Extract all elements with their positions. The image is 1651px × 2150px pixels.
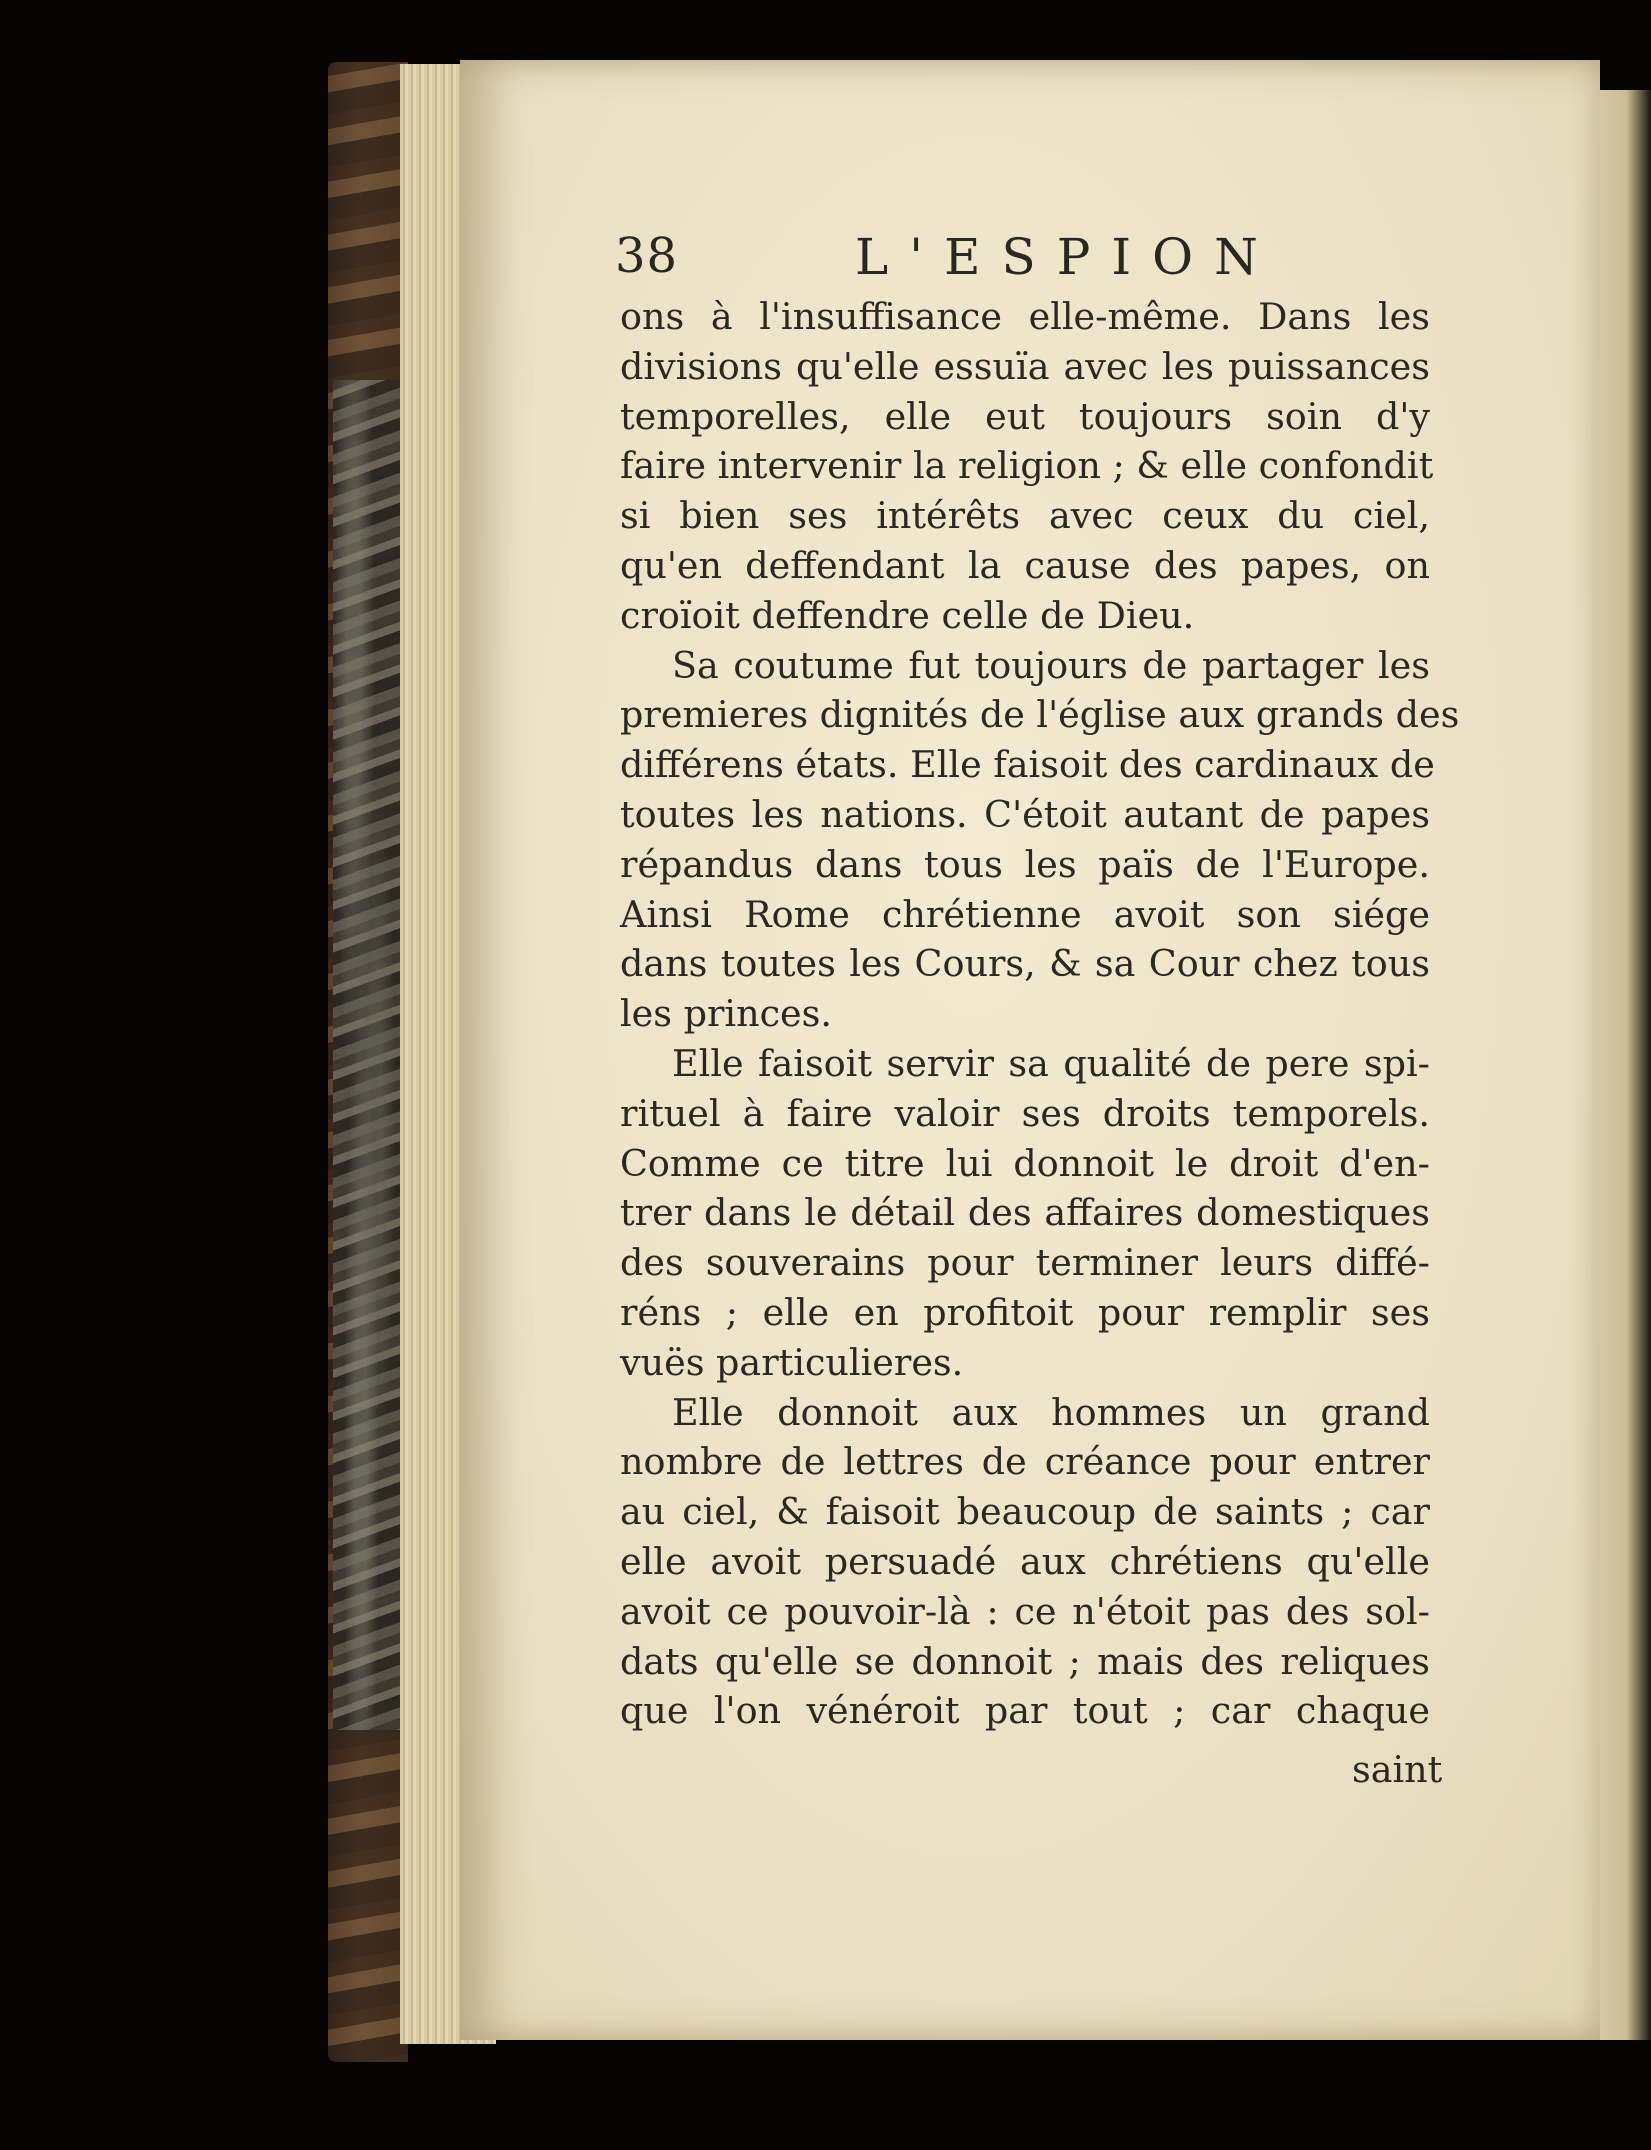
running-title: L'ESPION <box>855 228 1279 286</box>
text-line: nombre de lettres de créance pour entrer <box>620 1440 1430 1484</box>
text-line: répandus dans tous les païs de l'Europe. <box>620 842 1430 886</box>
body-text <box>620 292 1460 1736</box>
marbled-board <box>333 380 403 1730</box>
text-line: croïoit deffendre celle de Dieu. <box>620 593 1195 637</box>
text-line: Elle faisoit servir sa qualité de pere spi- <box>672 1041 1430 1085</box>
catchword: saint <box>1352 1748 1443 1791</box>
text-line: si bien ses intérêts avec ceux du ciel, <box>620 494 1430 538</box>
text-line: temporelles, elle eut toujours soin d'y <box>620 394 1430 438</box>
text-line: toutes les nations. C'étoit autant de papes <box>620 792 1430 836</box>
text-line: Sa coutume fut toujours de partager les <box>672 643 1430 687</box>
page-number: 38 <box>615 228 679 284</box>
text-line: différens états. Elle faisoit des cardinaux de <box>620 743 1435 787</box>
text-line: dats qu'elle se donnoit ; mais des reliques <box>620 1639 1430 1683</box>
text-line: faire intervenir la religion ; & elle confondit <box>620 444 1434 488</box>
text-line: divisions qu'elle essuïa avec les puissances <box>620 344 1430 388</box>
page-header <box>615 228 1335 288</box>
text-line: les princes. <box>620 992 832 1036</box>
text-line: qu'en deffendant la cause des papes, on <box>620 543 1430 587</box>
text-line: premieres dignités de l'église aux grands des <box>620 693 1460 737</box>
text-line: Elle donnoit aux hommes un grand <box>672 1390 1430 1434</box>
text-line: ons à l'insuffisance elle-même. Dans les <box>620 295 1430 338</box>
text-line: que l'on vénéroit par tout ; car chaque <box>620 1689 1430 1733</box>
text-line: Comme ce titre lui donnoit le droit d'en- <box>620 1141 1430 1185</box>
text-line: des souverains pour terminer leurs diffé- <box>620 1241 1430 1285</box>
text-line: Ainsi Rome chrétienne avoit son siége <box>620 892 1430 936</box>
text-line: au ciel, & faisoit beaucoup de saints ; car <box>620 1490 1430 1534</box>
text-line: dans toutes les Cours, & sa Cour chez tous <box>620 942 1430 986</box>
text-line: réns ; elle en profitoit pour remplir ses <box>620 1290 1430 1334</box>
text-line: avoit ce pouvoir-là : ce n'étoit pas des sol- <box>620 1589 1430 1633</box>
text-line: trer dans le détail des affaires domestiques <box>620 1191 1430 1235</box>
text-line: elle avoit persuadé aux chrétiens qu'elle <box>620 1539 1430 1583</box>
text-line: rituel à faire valoir ses droits temporels. <box>620 1091 1430 1135</box>
text-line: vuës particulieres. <box>620 1340 964 1384</box>
